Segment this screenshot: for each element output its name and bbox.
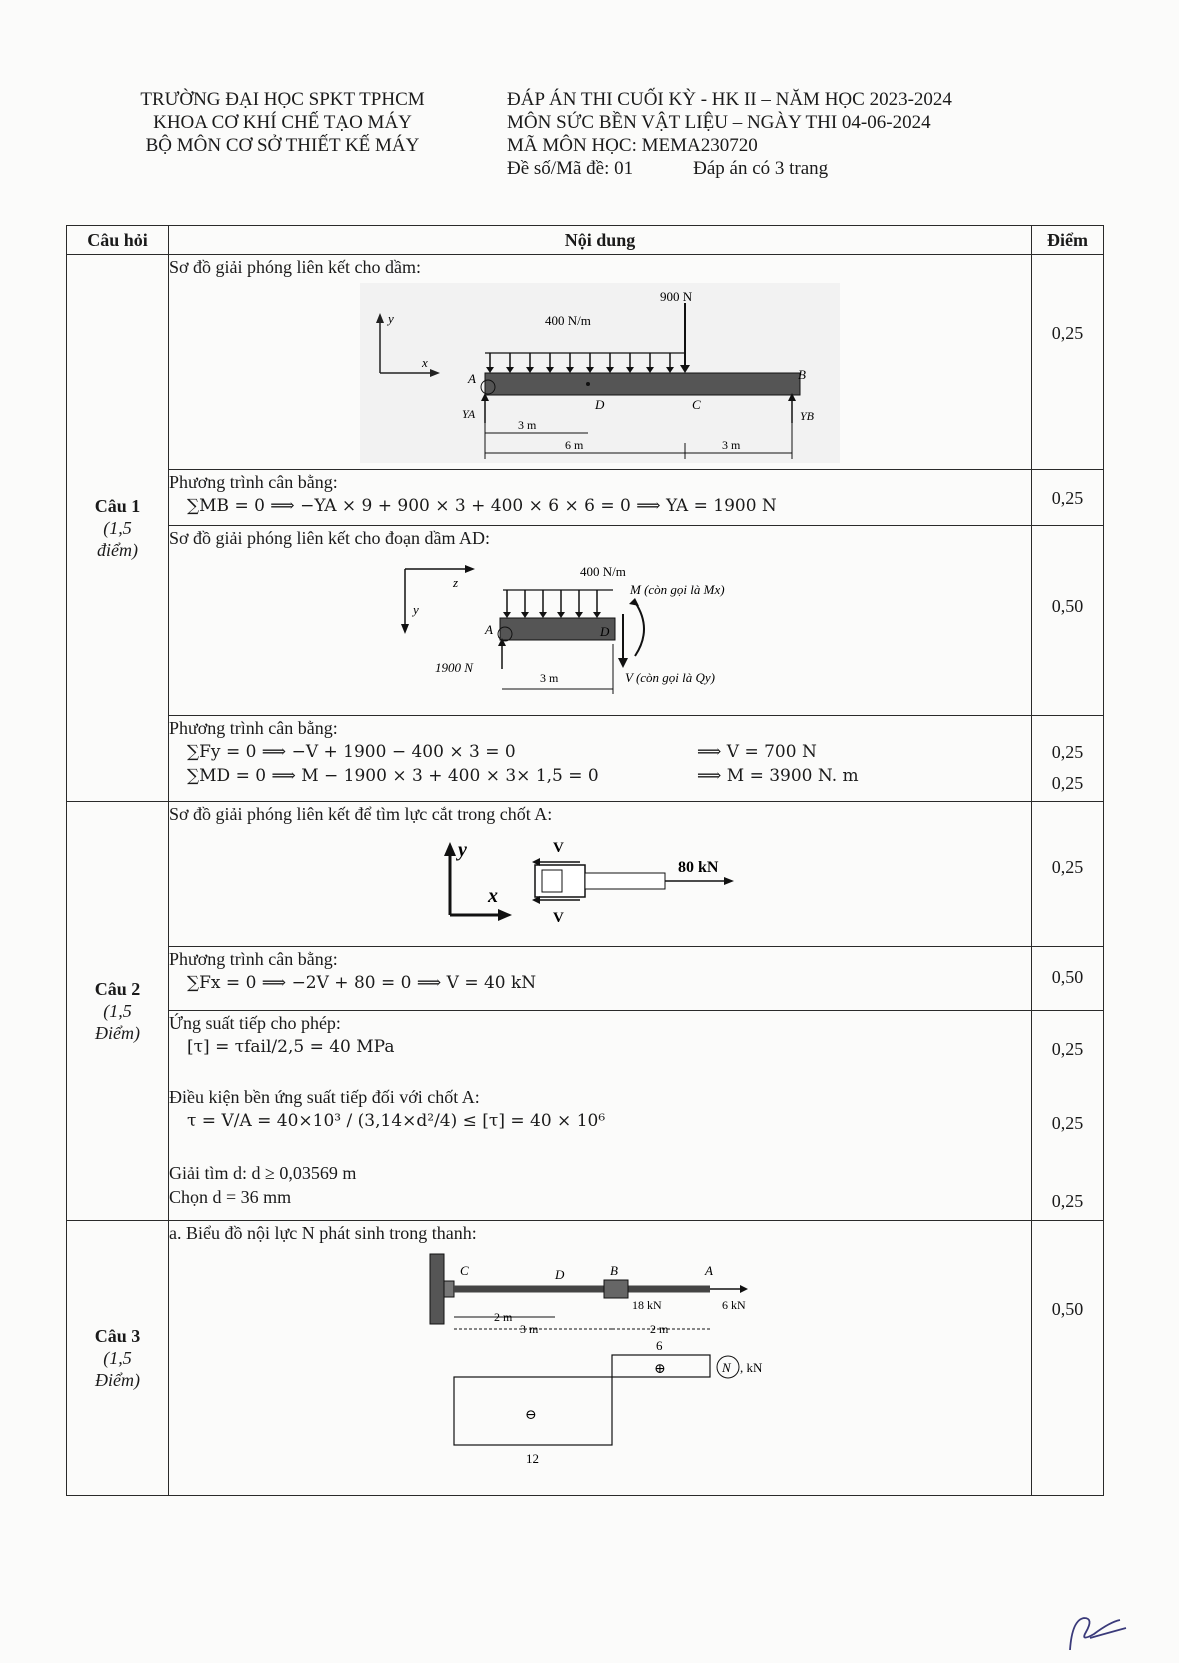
wall <box>430 1254 444 1324</box>
q1-points-unit: điểm) <box>97 540 138 560</box>
q2-strength-equation: τ = V/A = 40×10³ / (3,14×d²/4) ≤ [τ] = 40 × 10⁶ <box>187 1110 606 1131</box>
y-label: y <box>388 311 394 326</box>
shear-v-bottom-label: V <box>553 910 564 926</box>
axial-force-label: 80 kN <box>678 859 719 876</box>
q1-moment-result: ⟹ M = 3900 N. m <box>697 766 859 786</box>
q3-title: a. Biểu đồ nội lực N phát sinh trong thanh: <box>169 1223 477 1243</box>
q2-row-2 <box>67 947 1104 1011</box>
q2-points: (1,5 <box>103 1001 132 1021</box>
q2-row-3 <box>67 1011 1104 1085</box>
q2-label: Câu 2 <box>94 979 141 999</box>
q1-r1-score: 0,25 <box>1032 255 1104 470</box>
q2-strength-title: Điều kiện bền ứng suất tiếp đối với chốt A: <box>169 1086 480 1107</box>
distributed-load-label: 400 N/m <box>545 313 591 328</box>
moment-label: M (còn gọi là Mx) <box>630 582 725 597</box>
q2-r4-score: 0,25 <box>1032 1085 1104 1161</box>
plus-sign: ⊕ <box>654 1362 666 1377</box>
q1-points: (1,5 <box>103 518 132 538</box>
point-a-label: A <box>468 371 476 386</box>
y-label-2: y <box>413 602 419 617</box>
reaction-ya-label: YA <box>462 407 476 421</box>
exam-header <box>507 88 1067 180</box>
q2-solution-cell <box>169 1161 1032 1221</box>
q3-a-label: A <box>705 1263 713 1278</box>
q3-d-label: D <box>555 1267 565 1282</box>
q3-c-label: C <box>460 1263 469 1278</box>
q1-fbd-cell <box>169 255 1032 470</box>
q1-row-3 <box>67 526 1104 716</box>
segment-d-label: D <box>600 624 610 639</box>
q1-r4-scores <box>1032 716 1104 802</box>
q2-allowable-cell <box>169 1011 1032 1085</box>
q1-label-cell <box>67 255 169 802</box>
col-content: Nội dung <box>169 226 1032 255</box>
q3-label: Câu 3 <box>94 1326 141 1346</box>
beam <box>485 373 800 395</box>
reaction-label: 1900 N <box>435 660 473 675</box>
dim-3m-right-label: 3 m <box>722 438 741 452</box>
q1-segment-diagram <box>385 554 815 704</box>
moment-arrow <box>635 602 644 656</box>
point-load-label: 900 N <box>660 289 693 304</box>
dim-ba-label: 2 m <box>650 1322 669 1336</box>
q2-y-label: y <box>458 839 467 861</box>
q2-r5-score: 0,25 <box>1032 1161 1104 1221</box>
exam-title: ĐÁP ÁN THI CUỐI KỲ - HK II – NĂM HỌC 2023-2024 <box>507 89 952 110</box>
coupling-b <box>604 1280 628 1298</box>
point-d-label: D <box>595 397 605 412</box>
dim-cd-label: 2 m <box>494 1310 513 1324</box>
q3-axial-force-diagram <box>400 1249 800 1479</box>
q2-r1-score: 0,25 <box>1032 802 1104 947</box>
q1-row-2 <box>67 470 1104 526</box>
exam-subject: MÔN SỨC BỀN VẬT LIỆU – NGÀY THI 04-06-2024 <box>507 112 931 133</box>
z-label: z <box>453 575 459 590</box>
segment-beam <box>500 618 615 640</box>
q2-fbd-cell <box>169 802 1032 947</box>
force-18kn-label: 18 kN <box>632 1298 662 1312</box>
q1-r4-score-1: 0,25 <box>1051 742 1084 762</box>
exam-code: Đề số/Mã đề: 01 <box>507 158 634 179</box>
q1-eq-title: Phương trình cân bằng: <box>169 472 338 492</box>
q2-allowable-title: Ứng suất tiếp cho phép: <box>169 1013 341 1033</box>
q1-label: Câu 1 <box>94 496 141 516</box>
department-name: BỘ MÔN CƠ SỞ THIẾT KẾ MÁY <box>145 135 420 156</box>
q3-label-cell <box>67 1221 169 1496</box>
q2-row-1 <box>67 802 1104 947</box>
page-count: Đáp án có 3 trang <box>693 158 829 179</box>
segment-a-label: A <box>485 622 493 637</box>
dim-3m-label: 3 m <box>518 418 537 432</box>
x-label: x <box>422 355 428 370</box>
q2-x-label: x <box>488 885 498 907</box>
point-b-label: B <box>798 367 806 382</box>
q3-diagram-cell <box>169 1221 1032 1496</box>
q3-points-unit: Điểm) <box>95 1370 140 1390</box>
signature <box>1060 1600 1140 1660</box>
q1-force-eq-text: ∑Fy = 0 ⟹ −V + 1900 − 400 × 3 = 0 <box>187 742 516 762</box>
table-header-row <box>67 226 1104 255</box>
q1-beam-diagram <box>360 283 840 463</box>
school-name: TRƯỜNG ĐẠI HỌC SPKT TPHCM <box>140 89 425 110</box>
n-label: N <box>722 1360 731 1375</box>
q1-segment-eq-cell <box>169 716 1032 802</box>
q2-equilibrium-cell <box>169 947 1032 1011</box>
q2-r3-score: 0,25 <box>1032 1011 1104 1085</box>
q1-row-4 <box>67 716 1104 802</box>
dim-6m-label: 6 m <box>565 438 584 452</box>
q1-moment-d-eq-text: ∑MD = 0 ⟹ M − 1900 × 3 + 400 × 3× 1,5 = 0 <box>187 766 599 786</box>
q1-fbd-title: Sơ đồ giải phóng liên kết cho dầm: <box>169 257 421 277</box>
q3-b-label: B <box>610 1263 618 1278</box>
point-c-label: C <box>692 397 701 412</box>
q1-equilibrium-cell <box>169 470 1032 526</box>
q2-row-4 <box>67 1085 1104 1161</box>
force-6kn-label: 6 kN <box>722 1298 746 1312</box>
shear-v-top-label: V <box>553 840 564 856</box>
pin-rod <box>585 873 665 889</box>
q2-solve-line: Giải tìm d: d ≥ 0,03569 m <box>169 1162 357 1183</box>
reaction-yb-label: YB <box>800 409 815 423</box>
q1-segment-title: Sơ đồ giải phóng liên kết cho đoạn dầm AD: <box>169 528 490 548</box>
q2-eq-title: Phương trình cân bằng: <box>169 949 338 969</box>
q1-moment-equation: ∑MB = 0 ⟹ −YA × 9 + 900 × 3 + 400 × 6 × 6 = 0 ⟹ YA = 1900 N <box>187 496 777 516</box>
q2-label-cell <box>67 802 169 1221</box>
q3-r1-score: 0,50 <box>1032 1221 1104 1496</box>
q2-row-5 <box>67 1161 1104 1221</box>
minus-sign: ⊖ <box>525 1408 537 1423</box>
q1-row-1 <box>67 255 1104 470</box>
faculty-name: KHOA CƠ KHÍ CHẾ TẠO MÁY <box>153 112 412 133</box>
q2-force-equation: ∑Fx = 0 ⟹ −2V + 80 = 0 ⟹ V = 40 kN <box>187 973 537 993</box>
q2-r2-score: 0,50 <box>1032 947 1104 1011</box>
q1-r3-score: 0,50 <box>1032 526 1104 716</box>
q3-points: (1,5 <box>103 1348 132 1368</box>
q3-row-1 <box>67 1221 1104 1496</box>
col-score: Điểm <box>1032 226 1104 255</box>
course-code: MÃ MÔN HỌC: MEMA230720 <box>507 135 758 156</box>
q2-pin-diagram <box>430 830 770 930</box>
q2-choose-line: Chọn d = 36 mm <box>169 1186 292 1207</box>
negative-value: 12 <box>526 1451 539 1466</box>
answer-table <box>66 225 1104 1496</box>
q1-force-equation <box>169 740 1031 764</box>
q1-r4-score-2: 0,25 <box>1051 773 1084 793</box>
q1-segment-fbd-cell <box>169 526 1032 716</box>
positive-value: 6 <box>656 1338 663 1353</box>
q2-allowable-equation: [τ] = τfail/2,5 = 40 MPa <box>187 1037 395 1057</box>
school-header <box>105 88 460 157</box>
q1-force-result: ⟹ V = 700 N <box>697 742 817 762</box>
col-question: Câu hỏi <box>67 226 169 255</box>
q2-points-unit: Điểm) <box>95 1023 140 1043</box>
q1-r2-score: 0,25 <box>1032 470 1104 526</box>
dim-cb-label: 3 m <box>520 1322 539 1336</box>
segment-load-label: 400 N/m <box>580 564 626 579</box>
shear-label: V (còn gọi là Qy) <box>625 670 716 685</box>
q2-fbd-title: Sơ đồ giải phóng liên kết để tìm lực cắt trong chốt A: <box>169 804 553 824</box>
segment-dim-label: 3 m <box>540 671 559 685</box>
q2-strength-cell <box>169 1085 1032 1161</box>
q1-moment-d-equation <box>169 764 1031 788</box>
q1-seg-eq-title: Phương trình cân bằng: <box>169 718 338 738</box>
segment-load-arrows <box>507 590 597 614</box>
unit-label: , kN <box>740 1360 763 1375</box>
